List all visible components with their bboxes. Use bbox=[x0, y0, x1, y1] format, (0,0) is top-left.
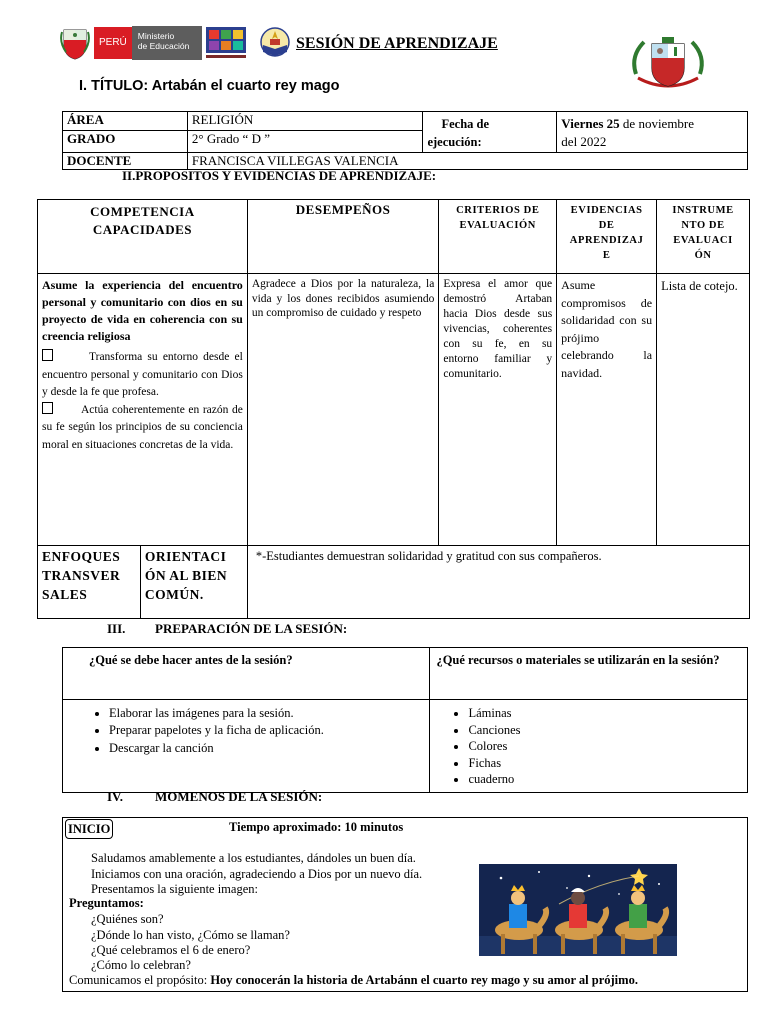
orientacion-text: *-Estudiantes demuestran solidaridad y gratitud con sus compañeros. bbox=[247, 546, 749, 619]
instrumento-cell: Lista de cotejo. bbox=[657, 274, 750, 546]
inicio-line-1: Saludamos amablemente a los estudiantes, dándoles un buen día. bbox=[91, 851, 416, 865]
list-item: • Preparar papelotes y la ficha de aplicación. bbox=[109, 722, 423, 739]
peru-label: PERÚ bbox=[94, 27, 132, 59]
purpose-label: Comunicamos el propósito: bbox=[69, 973, 211, 987]
session-title-label: I. TÍTULO: bbox=[79, 78, 149, 94]
header-competencia-line2: CAPACIDADES bbox=[92, 222, 192, 237]
grado-label: GRADO bbox=[63, 130, 188, 152]
list-item: • Elaborar las imágenes para la sesión. bbox=[109, 705, 423, 722]
capacidad-2 bbox=[42, 402, 243, 455]
header-criterios-line2: EVALUACIÓN bbox=[459, 220, 536, 231]
question-1: ¿Quiénes son? bbox=[91, 912, 164, 926]
capacidad-1-text: Transforma su entorno desde el encuentro personal y comunitario con Dios y desde la fe que profesa. bbox=[42, 351, 243, 398]
list-item: • Fichas bbox=[468, 755, 741, 772]
orientacion-cell bbox=[140, 546, 247, 619]
orientacion-line2: ÓN AL BIEN bbox=[144, 568, 228, 583]
header-evidencias bbox=[557, 200, 657, 274]
competencia-text: Asume la experiencia del encuentro personal y comunitario con dios en su proyecto de vida en coherencia con su creencia religiosa bbox=[42, 278, 243, 343]
grado-value: 2° Grado “ D ” bbox=[187, 130, 423, 152]
enfoques-line1: ENFOQUES bbox=[42, 549, 121, 564]
prep-resources-list bbox=[436, 705, 741, 788]
fecha-label bbox=[423, 112, 557, 153]
prep-question-before: ¿Qué se debe hacer antes de la sesión? bbox=[63, 648, 430, 700]
minedu-logo bbox=[60, 26, 230, 60]
competencia-table bbox=[37, 199, 750, 619]
area-value: RELIGIÓN bbox=[187, 112, 423, 131]
capacidad-bullet-icon bbox=[42, 402, 53, 414]
enfoques-line3: SALES bbox=[42, 587, 88, 602]
section-2-title: II.PROPOSITOS Y EVIDENCIAS DE APRENDIZAJE: bbox=[122, 168, 437, 183]
regional-logo-icon bbox=[206, 27, 246, 59]
section-4-title: MOMENOS DE LA SESIÓN: bbox=[155, 789, 323, 804]
competencia-cell bbox=[38, 274, 248, 546]
prep-before-cell bbox=[63, 700, 430, 793]
capacidad-bullet-icon bbox=[42, 349, 53, 361]
document-title: SESIÓN DE APRENDIZAJE bbox=[296, 35, 498, 52]
three-kings-image bbox=[479, 864, 677, 956]
question-2: ¿Dónde lo han visto, ¿Cómo se llaman? bbox=[91, 928, 290, 942]
orientacion-line3: COMÚN. bbox=[144, 587, 204, 602]
section-4-num: IV. bbox=[107, 789, 124, 804]
school-logo-icon bbox=[256, 27, 294, 61]
header-evidencias-line1: EVIDENCIAS bbox=[570, 205, 643, 216]
fecha-value bbox=[557, 112, 748, 153]
header-instrumento-line3: EVALUACI bbox=[673, 235, 733, 246]
enfoques-line2: TRANSVER bbox=[42, 568, 121, 583]
header-instrumento-line1: INSTRUME bbox=[672, 205, 734, 216]
inicio-line-3: Presentamos la siguiente imagen: bbox=[91, 882, 258, 896]
fecha-month: de noviembre bbox=[619, 116, 695, 131]
evidencia-cell: Asume compromisos de solidaridad con su prójimo celebrando la navidad. bbox=[557, 274, 657, 546]
docente-label: DOCENTE bbox=[63, 153, 188, 170]
header-evidencias-line2: DE bbox=[598, 220, 615, 231]
header-instrumento-line4: ÓN bbox=[694, 250, 712, 261]
purpose-line bbox=[69, 973, 638, 988]
question-4: ¿Cómo lo celebran? bbox=[91, 958, 191, 972]
criterio-cell: Expresa el amor que demostró Artaban hacia Dios desde sus vivencias, coherentes con su fe, en su entorno familiar y comunitario. bbox=[439, 274, 557, 546]
national-seal-icon bbox=[626, 34, 710, 94]
enfoques-cell bbox=[38, 546, 141, 619]
ministry-label-line2: de Educación bbox=[137, 41, 190, 51]
docente-value: FRANCISCA VILLEGAS VALENCIA bbox=[187, 153, 747, 170]
capacidad-2-text: Actúa coherentemente en razón de su fe según los principios de su conciencia moral en situaciones concretas de la vida. bbox=[42, 403, 243, 451]
header-criterios bbox=[439, 200, 557, 274]
purpose-text: Hoy conocerán la historia de Artabánn el cuarto rey mago y su amor al prójimo. bbox=[210, 973, 638, 987]
header-competencia-line1: COMPETENCIA bbox=[90, 204, 195, 219]
prep-before-list bbox=[69, 705, 423, 757]
header-desempenos: DESEMPEÑOS bbox=[247, 200, 439, 274]
desempeno-cell: Agradece a Dios por la naturaleza, la vida y los dones recibidos asumiendo un compromiso de cuidado y respeto bbox=[247, 274, 439, 546]
list-item: • Láminas bbox=[468, 705, 741, 722]
orientacion-line1: ORIENTACI bbox=[144, 549, 227, 564]
section-3-title: PREPARACIÓN DE LA SESIÓN: bbox=[155, 621, 348, 636]
fecha-label-line2: ejecución: bbox=[427, 135, 482, 149]
area-label: ÁREA bbox=[63, 112, 188, 131]
inicio-time: Tiempo aproximado: 10 minutos bbox=[229, 820, 404, 834]
header-evidencias-line4: E bbox=[602, 250, 611, 261]
preguntamos-label: Preguntamos: bbox=[69, 896, 144, 910]
section-3-num: III. bbox=[107, 621, 126, 636]
session-title-value: Artabán el cuarto rey mago bbox=[151, 78, 340, 94]
header-criterios-line1: CRITERIOS DE bbox=[456, 205, 540, 216]
info-table bbox=[62, 111, 748, 170]
list-item: • cuaderno bbox=[468, 771, 741, 788]
inicio-line-2: Iniciamos con una oración, agradeciendo a Dios por un nuevo día. bbox=[91, 867, 423, 881]
header-evidencias-line3: APRENDIZAJ bbox=[569, 235, 644, 246]
inicio-label: INICIO bbox=[65, 819, 113, 839]
prep-question-resources: ¿Qué recursos o materiales se utilizarán en la sesión? bbox=[430, 648, 748, 700]
fecha-day: Viernes 25 bbox=[561, 116, 620, 131]
prep-resources-cell bbox=[430, 700, 748, 793]
fecha-label-line1: Fecha de bbox=[441, 117, 490, 131]
list-item: • Canciones bbox=[468, 722, 741, 739]
list-item: • Colores bbox=[468, 738, 741, 755]
fecha-year: del 2022 bbox=[561, 134, 607, 149]
header-instrumento bbox=[657, 200, 750, 274]
header-competencia bbox=[38, 200, 248, 274]
ministry-label bbox=[132, 26, 202, 60]
capacidad-1 bbox=[42, 349, 243, 402]
preparation-table bbox=[62, 647, 748, 793]
session-title bbox=[79, 78, 340, 94]
question-3: ¿Qué celebramos el 6 de enero? bbox=[91, 943, 251, 957]
list-item: • Descargar la canción bbox=[109, 740, 423, 757]
ministry-label-line1: Ministerio bbox=[137, 31, 175, 41]
header-instrumento-line2: NTO DE bbox=[681, 220, 725, 231]
peru-shield-icon bbox=[60, 26, 90, 60]
